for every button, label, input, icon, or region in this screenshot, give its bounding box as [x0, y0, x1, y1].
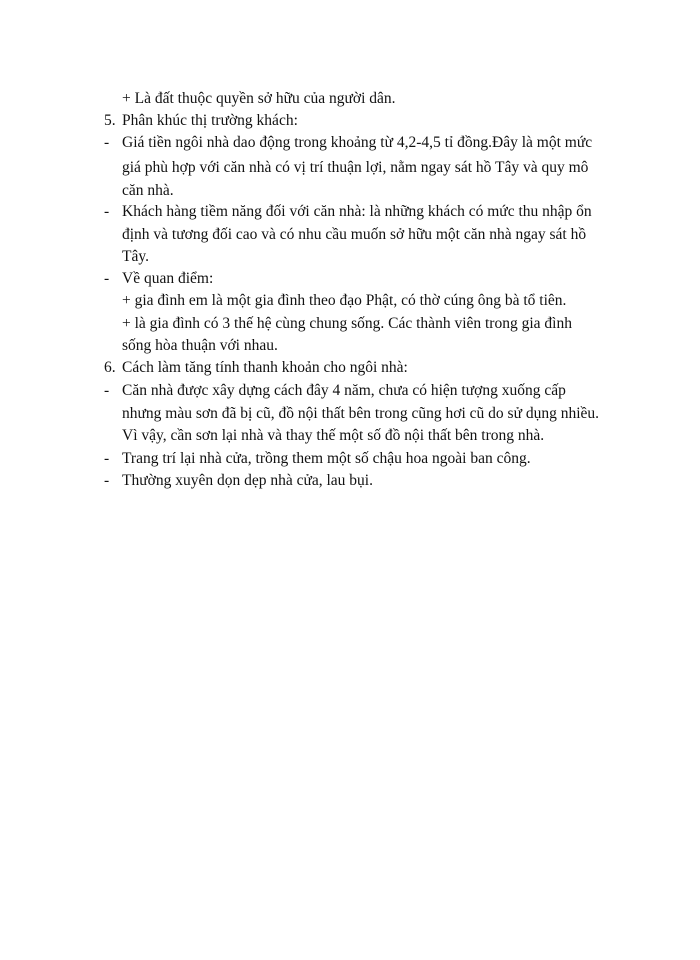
text-line: Tây. — [122, 248, 149, 265]
list-dash: - — [104, 472, 110, 489]
text-line: Về quan điểm: — [122, 270, 214, 287]
text-line: Giá tiền ngôi nhà dao động trong khoảng từ 4,2-4,5 tỉ đồng.Đây là một mức — [122, 134, 593, 151]
text-line: giá phù hợp với căn nhà có vị trí thuận lợi, nằm ngay sát hồ Tây và quy mô — [122, 159, 589, 176]
list-dash: - — [104, 382, 110, 399]
text-line: Căn nhà được xây dựng cách đây 4 năm, chưa có hiện tượng xuống cấp — [122, 382, 566, 399]
list-dash: - — [104, 450, 110, 467]
list-dash: - — [104, 270, 110, 287]
text-line: + là gia đình có 3 thế hệ cùng chung sống. Các thành viên trong gia đình — [122, 315, 572, 332]
text-line: định và tương đối cao và có nhu cầu muốn sở hữu một căn nhà ngay sát hồ — [122, 226, 587, 243]
text-line: Vì vậy, cần sơn lại nhà và thay thế một số đồ nội thất bên trong nhà. — [122, 427, 545, 444]
list-dash: - — [104, 134, 110, 151]
text-line: sống hòa thuận với nhau. — [122, 337, 278, 354]
text-line: + Là đất thuộc quyền sở hữu của người dân. — [122, 90, 396, 107]
section-heading: Phân khúc thị trường khách: — [122, 112, 298, 129]
list-number: 5. — [104, 112, 116, 129]
text-line: căn nhà. — [122, 182, 174, 199]
text-line: Trang trí lại nhà cửa, trồng them một số chậu hoa ngoài ban công. — [122, 450, 531, 467]
text-line: Khách hàng tiềm năng đối với căn nhà: là những khách có mức thu nhập ổn — [122, 203, 592, 220]
text-line: nhưng màu sơn đã bị cũ, đồ nội thất bên trong cũng hơi cũ do sử dụng nhiều. — [122, 405, 600, 422]
section-heading: Cách làm tăng tính thanh khoản cho ngôi nhà: — [122, 359, 408, 376]
list-dash: - — [104, 203, 110, 220]
text-line: Thường xuyên dọn dẹp nhà cửa, lau bụi. — [122, 472, 373, 489]
list-number: 6. — [104, 359, 116, 376]
text-line: + gia đình em là một gia đình theo đạo Phật, có thờ cúng ông bà tổ tiên. — [122, 292, 567, 309]
